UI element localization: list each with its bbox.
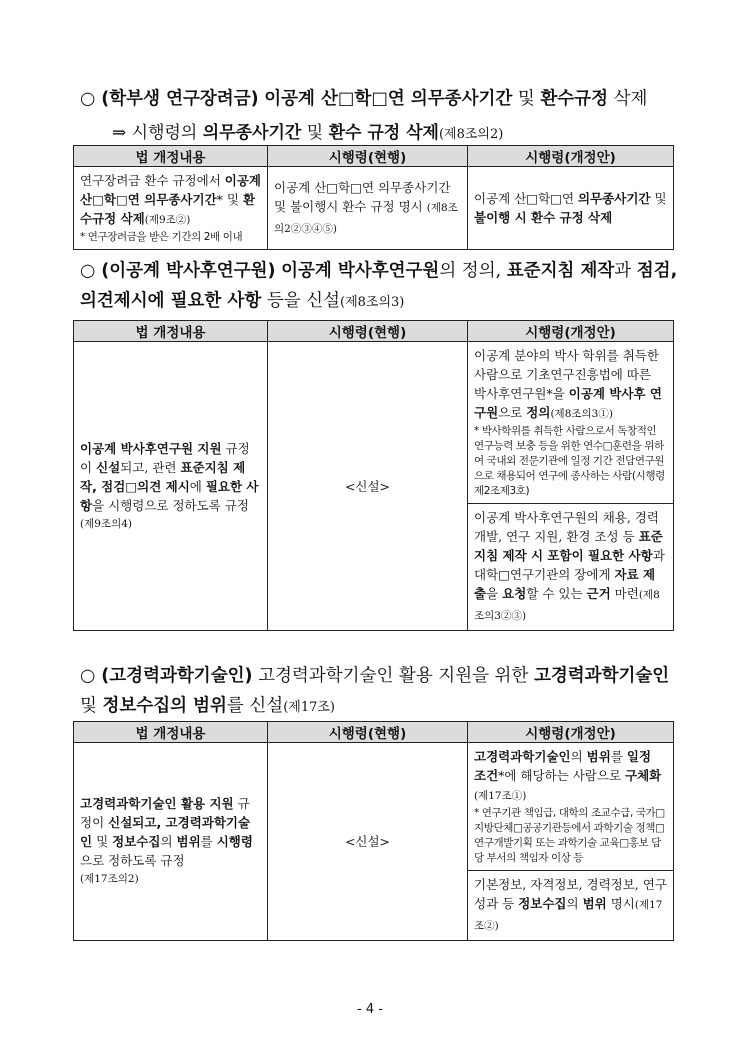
reference-text: (제17조의2) bbox=[80, 873, 139, 885]
cell-bold: 이공계 산□학□연 의무종사기간 bbox=[80, 173, 261, 207]
section-1-table bbox=[73, 145, 674, 250]
section-1-summary bbox=[112, 118, 503, 143]
cell-bold: 고경력과학기술인 bbox=[474, 749, 571, 764]
cell-bold: 불이행 시 환수 규정 삭제 bbox=[474, 210, 613, 225]
cell-bold: 의무종사기간 bbox=[578, 191, 651, 206]
reference-text: (제17조②) bbox=[474, 899, 663, 932]
heading-bold: 이공계 박사후연구원 bbox=[281, 261, 440, 281]
page-number: - 4 - bbox=[357, 1002, 383, 1017]
cell-text: 이공계 산□학□연 bbox=[474, 191, 575, 206]
cell-bold: 이공계 박사후 연구원 bbox=[474, 386, 662, 420]
cell-bold: 정보수집 bbox=[518, 896, 567, 911]
current-decree-cell bbox=[268, 743, 468, 941]
heading-text: 고경력과학기술인 활용 지원을 위한 bbox=[258, 666, 529, 686]
section-1-tag: (학부생 연구장려금) bbox=[101, 89, 259, 109]
cell-text: 및 bbox=[96, 834, 109, 849]
column-header: 법 개정내용 bbox=[74, 146, 268, 167]
new-provision-label: <신설> bbox=[344, 478, 391, 494]
law-amendment-cell bbox=[74, 167, 268, 250]
cell-text: 규정이 bbox=[80, 796, 250, 830]
bullet-icon: ○ bbox=[80, 666, 96, 686]
revised-item-info-scope bbox=[468, 870, 673, 940]
reference-text: (제9조②) bbox=[144, 214, 191, 226]
table-header-row bbox=[74, 321, 674, 342]
column-header: 시행령(현행) bbox=[268, 321, 468, 342]
heading-text: 과 bbox=[614, 261, 632, 281]
cell-text: 되고, 관련 bbox=[120, 459, 177, 475]
revised-item-guideline bbox=[468, 503, 673, 630]
column-header: 시행령(현행) bbox=[268, 722, 468, 743]
table-row bbox=[74, 342, 674, 631]
cell-bold: 정의 bbox=[526, 405, 551, 420]
cell-bold: 고경력과학기술인 활용 지원 bbox=[80, 796, 234, 811]
heading-text: 등을 신설 bbox=[266, 291, 340, 311]
table-row bbox=[74, 743, 674, 941]
column-header: 시행령(개정안) bbox=[468, 146, 674, 167]
law-amendment-cell bbox=[74, 743, 268, 941]
cell-text: 을 시행령으로 정하도록 규정 bbox=[92, 497, 249, 513]
cell-bold: 표준지침 제작 시 포함이 필요한 사항 bbox=[474, 529, 663, 563]
reference-text: (제9조의4) bbox=[80, 517, 132, 530]
bullet-icon: ○ bbox=[80, 261, 96, 281]
cell-text: 및 bbox=[226, 192, 239, 207]
revised-item-scope bbox=[468, 743, 673, 870]
section-2-table bbox=[73, 320, 674, 631]
column-header: 시행령(현행) bbox=[268, 146, 468, 167]
cell-text: 를 bbox=[200, 834, 213, 849]
summary-bold: 환수 규정 삭제 bbox=[328, 123, 439, 143]
section-3-heading bbox=[80, 661, 680, 723]
heading-bold: 정보수집의 범위 bbox=[102, 696, 227, 716]
section-2-tag: (이공계 박사후연구원) bbox=[101, 261, 276, 281]
law-amendment-cell bbox=[74, 342, 268, 631]
revised-decree-cell bbox=[468, 342, 674, 631]
cell-bold: 신설 bbox=[96, 459, 121, 475]
new-provision-label: <신설> bbox=[344, 834, 391, 849]
cell-bold: 표준지침 제작, 점검□의견 제시 bbox=[80, 459, 246, 494]
heading-text: 및 bbox=[517, 89, 535, 109]
heading-text: 를 신설 bbox=[226, 696, 284, 716]
footnote: * 연구장려금을 받은 기간의 2배 이내 bbox=[80, 231, 243, 243]
cell-text: 을 bbox=[486, 586, 499, 601]
cell-text: 명시 bbox=[610, 896, 635, 911]
section-3-tag: (고경력과학기술인) bbox=[101, 666, 253, 686]
cell-bold: 시행령 bbox=[216, 834, 253, 849]
cell-text: 이공계 분야의 박사 학위를 취득한 사람으로 기초연구진흥법에 따른 박사후연구원*을 bbox=[474, 348, 659, 401]
column-header: 시행령(개정안) bbox=[468, 722, 674, 743]
column-header: 법 개정내용 bbox=[74, 321, 268, 342]
cell-bold: 범위 bbox=[586, 749, 611, 764]
cell-text: 마련 bbox=[614, 586, 639, 601]
section-2-heading bbox=[80, 256, 680, 318]
cell-text: 의 bbox=[570, 749, 583, 764]
cell-text: 과 대학□연구기관의 장에게 bbox=[474, 548, 665, 582]
current-decree-cell bbox=[268, 342, 468, 631]
cell-bold: 환수규정 삭제 bbox=[80, 192, 256, 226]
arrow-icon: ⇒ bbox=[112, 123, 127, 143]
cell-bold: 정보수집 bbox=[112, 834, 161, 849]
reference-text: (제8조의2②③④⑤) bbox=[274, 201, 458, 235]
cell-text: 으로 정하도록 규정 bbox=[80, 853, 185, 868]
heading-bold: 고경력과학기술인 bbox=[533, 666, 670, 686]
revised-decree-cell bbox=[468, 743, 674, 941]
reference-text: (제8조의3①) bbox=[550, 408, 613, 420]
section-1-heading bbox=[80, 84, 680, 114]
heading-bold: 표준지침 제작 bbox=[506, 261, 615, 281]
summary-text: 및 bbox=[306, 123, 324, 143]
heading-text: 및 bbox=[80, 696, 97, 716]
cell-text: * bbox=[216, 192, 223, 207]
cell-bold: 요청 bbox=[502, 586, 527, 601]
cell-text: 및 bbox=[654, 191, 667, 206]
cell-bold: 이공계 박사후연구원 지원 bbox=[80, 440, 222, 456]
cell-bold: 구체화 bbox=[625, 768, 662, 783]
heading-bold: 점검, 의견제시에 필요한 사항 bbox=[80, 261, 678, 311]
cell-bold: 자료 제출 bbox=[474, 567, 656, 601]
cell-text: 에 bbox=[189, 478, 202, 494]
cell-text: 를 bbox=[610, 749, 623, 764]
reference-text: (제17조) bbox=[283, 700, 336, 715]
column-header: 시행령(개정안) bbox=[468, 321, 674, 342]
cell-bold: 근거 bbox=[586, 586, 611, 601]
heading-text: 의 정의, bbox=[439, 261, 502, 281]
cell-text: 의 bbox=[566, 896, 579, 911]
cell-text: 할 수 있는 bbox=[526, 586, 583, 601]
cell-text: 의 bbox=[160, 834, 173, 849]
cell-text: 이공계 산□학□연 의무종사기간 및 불이행시 환수 규정 명시 bbox=[274, 179, 451, 214]
cell-bold: 범위 bbox=[582, 896, 607, 911]
cell-text: 규정이 bbox=[80, 440, 250, 475]
summary-text: 시행령의 bbox=[131, 123, 198, 143]
revised-item-definition bbox=[468, 342, 673, 503]
footnote: * 박사학위를 취득한 사람으로서 독창적인 연구능력 보충 등을 위한 연수□훈련을 위하여 국내외 전문기관에 일정 기간 전담연구원으로 채용되어 연구에 종사하는 사람(시행령 제2조제3호) bbox=[474, 425, 665, 497]
table-header-row bbox=[74, 146, 674, 167]
revised-decree-cell bbox=[468, 167, 674, 250]
heading-text: 삭제 bbox=[613, 89, 648, 109]
cell-text: 으로 bbox=[498, 405, 523, 420]
column-header: 법 개정내용 bbox=[74, 722, 268, 743]
table-header-row bbox=[74, 722, 674, 743]
cell-bold: 필요한 사항 bbox=[80, 478, 259, 513]
cell-bold: 신설되고, 고경력과학기술인 bbox=[80, 815, 251, 849]
heading-bold: 환수규정 bbox=[540, 89, 608, 109]
cell-text: 연구장려금 환수 규정에서 bbox=[80, 173, 221, 188]
bullet-icon: ○ bbox=[80, 89, 96, 109]
cell-bold: 일정 조건 bbox=[474, 749, 652, 783]
section-3-table bbox=[73, 721, 674, 941]
current-decree-cell bbox=[268, 167, 468, 250]
reference-text: (제17조①) bbox=[474, 790, 527, 802]
cell-text: 기본정보, 자격정보, 경력정보, 연구성과 등 bbox=[474, 877, 667, 911]
footnote: * 연구기관 책임급, 대학의 조교수급, 국가□지방단체□공공기관등에서 과학기술 정책□연구개발기획 또는 과학기술 교육□홍보 담당 부서의 책임자 이상 등 bbox=[474, 807, 665, 864]
reference-text: (제8조의2) bbox=[438, 127, 504, 142]
cell-text: 이공계 박사후연구원의 채용, 경력개발, 연구 지원, 환경 조성 등 bbox=[474, 510, 659, 544]
cell-bold: 범위 bbox=[176, 834, 201, 849]
reference-text: (제8조의3②③) bbox=[474, 589, 660, 622]
table-row bbox=[74, 167, 674, 250]
heading-bold: 이공계 산□학□연 의무종사기간 bbox=[264, 89, 513, 109]
cell-text: *에 해당하는 사람으로 bbox=[498, 768, 622, 783]
reference-text: (제8조의3) bbox=[340, 295, 405, 310]
summary-bold: 의무종사기간 bbox=[202, 123, 302, 143]
